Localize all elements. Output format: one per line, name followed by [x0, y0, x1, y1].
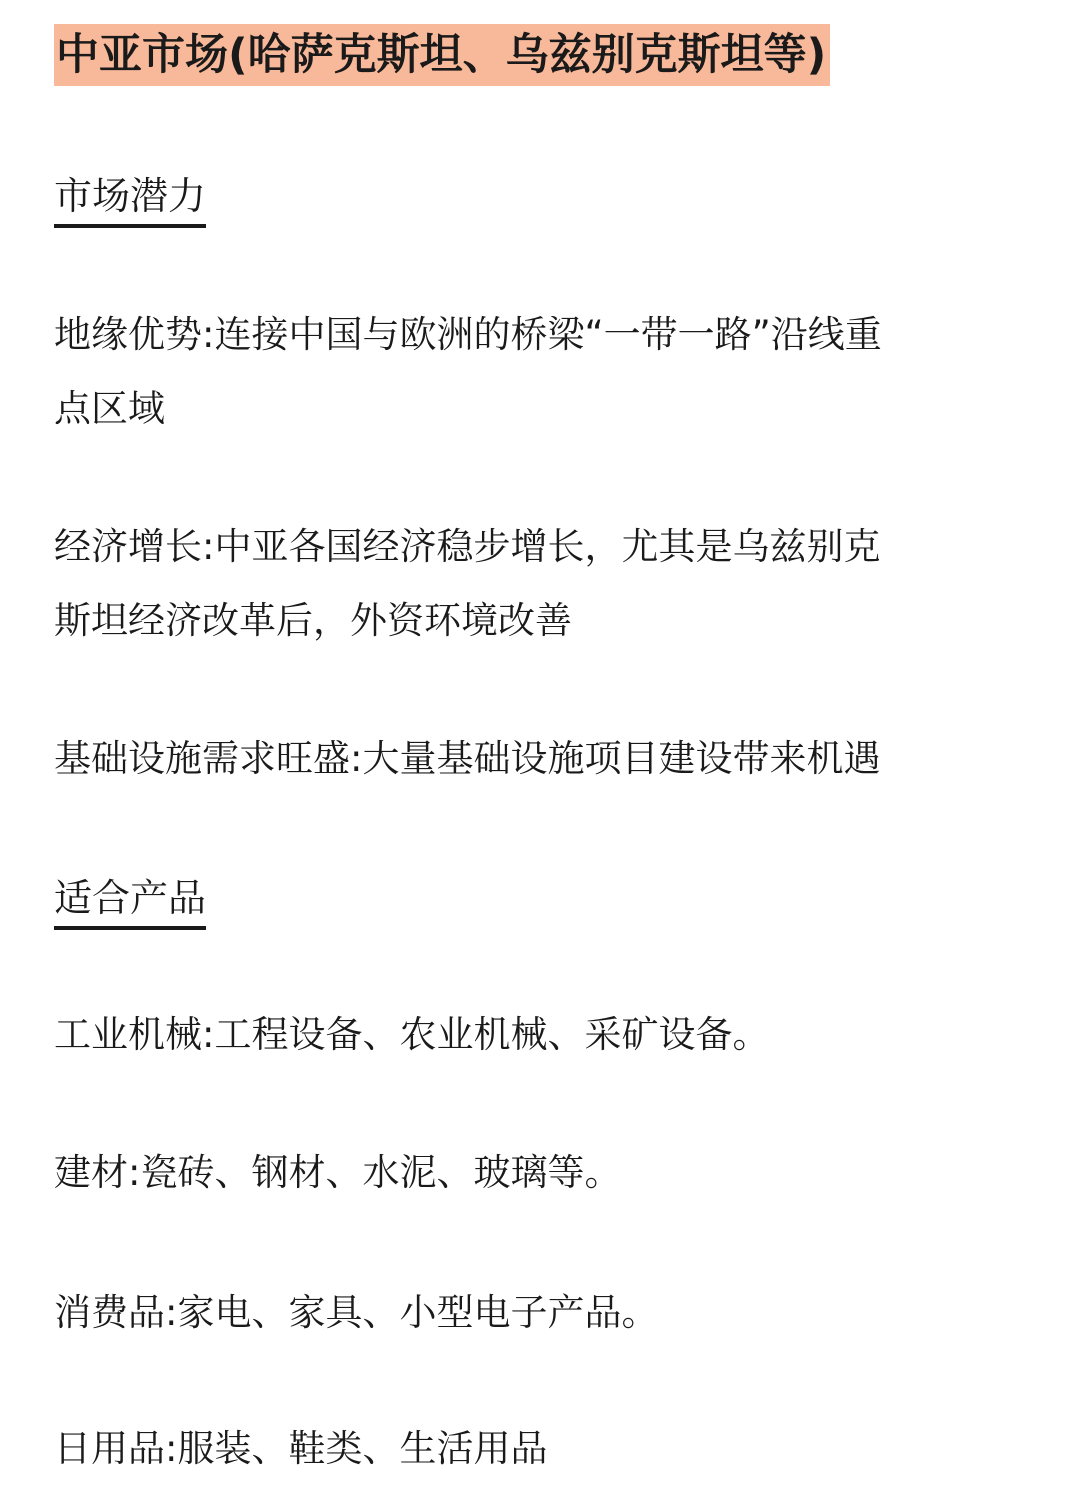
- section-heading-market-potential: 市场潜力: [54, 170, 206, 228]
- section-heading-suitable-products: 适合产品: [54, 872, 206, 930]
- paragraph-line: 消费品:家电、家具、小型电子产品。: [54, 1291, 659, 1334]
- paragraph-line: 经济增长:中亚各国经济稳步增长，尤其是乌兹别克: [54, 525, 881, 568]
- paragraph-geographic-advantage: [54, 298, 1014, 446]
- paragraph-economic-growth: [54, 510, 1014, 658]
- paragraph-industrial-machinery: [54, 998, 1014, 1072]
- paragraph-line: 斯坦经济改革后，外资环境改善: [54, 599, 572, 642]
- paragraph-consumer-goods: [54, 1276, 1014, 1350]
- paragraph-line: 建材:瓷砖、钢材、水泥、玻璃等。: [54, 1151, 622, 1194]
- paragraph-line: 日用品:服装、鞋类、生活用品: [54, 1427, 548, 1470]
- paragraph-infrastructure-demand: [54, 722, 1014, 796]
- paragraph-line: 基础设施需求旺盛:大量基础设施项目建设带来机遇: [54, 737, 881, 780]
- paragraph-building-materials: [54, 1136, 1014, 1210]
- paragraph-line: 点区域: [54, 387, 165, 430]
- paragraph-line: 地缘优势:连接中国与欧洲的桥梁“一带一路”沿线重: [54, 313, 882, 356]
- paragraph-line: 工业机械:工程设备、农业机械、采矿设备。: [54, 1013, 770, 1056]
- page-title: 中亚市场(哈萨克斯坦、乌兹别克斯坦等): [54, 24, 830, 86]
